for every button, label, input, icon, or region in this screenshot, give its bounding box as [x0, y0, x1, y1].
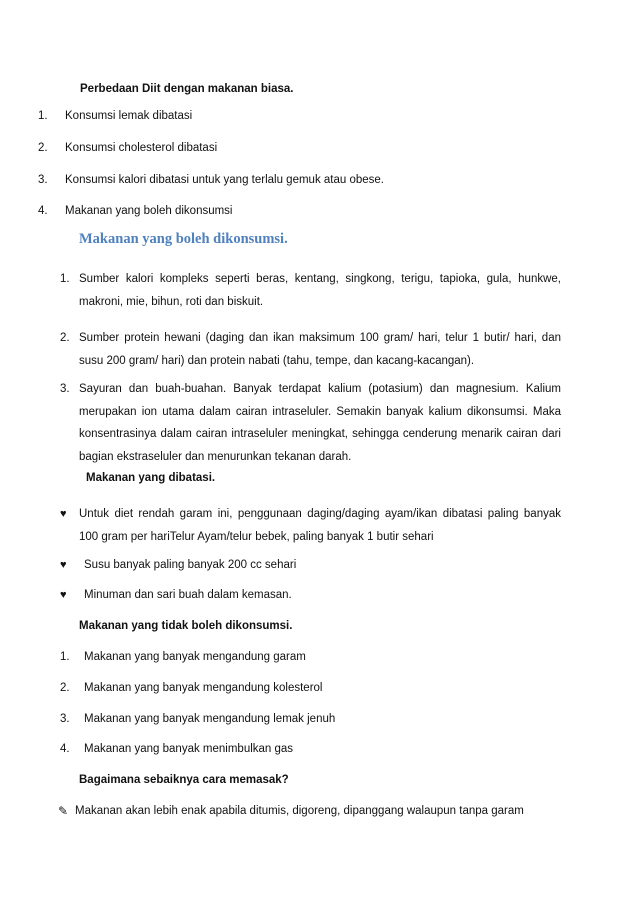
list-number: 1. — [60, 651, 70, 663]
list-item: Sayuran dan buah-buahan. Banyak terdapat kalium (potasium) dan magnesium. Kalium merupakan ion utama dalam cairan intraseluler. Semakin banyak kalium dikonsumsi. Maka konsentrasinya dalam cairan intraseluler meningkat, sehingga cenderung menarik cairan dari bagian ekstraseluler dan menurunkan tekanan darah. — [79, 383, 561, 463]
list-number: 1. — [60, 273, 70, 285]
heart-bullet-icon: ♥ — [60, 559, 67, 571]
heart-bullet-icon: ♥ — [60, 589, 67, 601]
list-number: 2. — [60, 332, 70, 344]
list-item: Sumber protein hewani (daging dan ikan maksimum 100 gram/ hari, telur 1 butir/ hari, dan susu 200 gram/ hari) dan protein nabati (tahu, tempe, dan kacang-kacangan). — [79, 332, 561, 367]
list-item: Makanan yang banyak mengandung lemak jenuh — [84, 713, 336, 725]
list-item: Makanan yang boleh dikonsumsi — [65, 205, 233, 217]
pencil-bullet-icon: ✎ — [58, 804, 69, 818]
list-item: Makanan akan lebih enak apabila ditumis, digoreng, dipanggang walaupun tanpa garam — [75, 805, 524, 817]
section-heading-boleh-dikonsumsi: Makanan yang boleh dikonsumsi. — [79, 231, 288, 247]
list-number: 4. — [60, 743, 70, 755]
list-number: 3. — [60, 383, 70, 395]
list-item: Minuman dan sari buah dalam kemasan. — [84, 589, 292, 601]
list-number: 2. — [38, 142, 48, 154]
list-number: 2. — [60, 682, 70, 694]
section-heading-dibatasi: Makanan yang dibatasi. — [86, 472, 216, 484]
list-number: 3. — [60, 713, 70, 725]
section-heading-tidak-boleh: Makanan yang tidak boleh dikonsumsi. — [79, 620, 293, 632]
section-heading-perbedaan: Perbedaan Diit dengan makanan biasa. — [80, 83, 294, 95]
list-item: Sumber kalori kompleks seperti beras, kentang, singkong, terigu, tapioka, gula, hunkwe, makroni, mie, bihun, roti dan biskuit. — [79, 273, 561, 308]
section-heading-cara-memasak: Bagaimana sebaiknya cara memasak? — [79, 774, 289, 786]
list-item: Konsumsi cholesterol dibatasi — [65, 142, 218, 154]
list-item: Susu banyak paling banyak 200 cc sehari — [84, 559, 297, 571]
list-number: 3. — [38, 174, 48, 186]
list-item: Konsumsi kalori dibatasi untuk yang terlalu gemuk atau obese. — [65, 174, 384, 186]
list-item: Makanan yang banyak mengandung garam — [84, 651, 306, 663]
heart-bullet-icon: ♥ — [60, 508, 67, 520]
list-item: Makanan yang banyak mengandung kolesterol — [84, 682, 323, 694]
list-item: Makanan yang banyak menimbulkan gas — [84, 743, 294, 755]
list-number: 1. — [38, 110, 48, 122]
list-number: 4. — [38, 205, 48, 217]
list-item: Konsumsi lemak dibatasi — [65, 110, 193, 122]
list-item: Untuk diet rendah garam ini, penggunaan daging/daging ayam/ikan dibatasi paling banyak 100 gram per hariTelur Ayam/telur bebek, paling banyak 1 butir sehari — [79, 508, 561, 543]
